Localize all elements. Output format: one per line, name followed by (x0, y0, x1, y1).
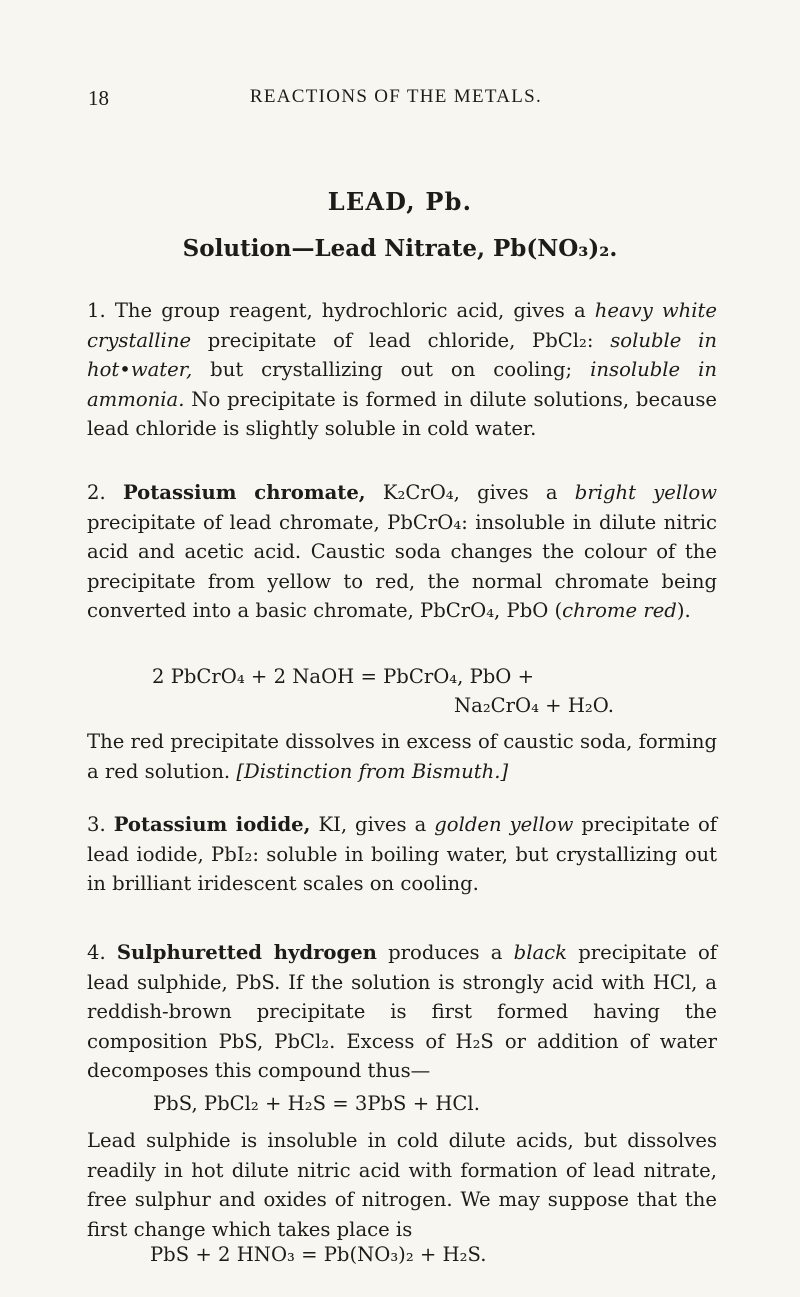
text-run: precipitate of lead chromate, PbCrO₄: insoluble in dilute nitric acid and acetic acid. Caustic soda changes the colour of the precipitate from yellow to red, the normal chromate being converted into a basic chromate, PbCrO₄, PbO ( (87, 510, 717, 622)
reaction-potassium-chromate (87, 478, 717, 626)
reagent-name: Potassium iodide, (113, 813, 311, 836)
emphasis: chrome red (562, 599, 677, 622)
section-subtitle: Solution—Lead Nitrate, Pb(NO₃)₂. (182, 235, 618, 262)
item-number: 2. (87, 481, 106, 504)
text-run: ). (676, 599, 691, 622)
emphasis: black (513, 941, 568, 964)
equation-sulphide: PbS, PbCl₂ + H₂S = 3PbS + HCl. (153, 1092, 480, 1115)
reagent-name: Potassium chromate, (122, 481, 366, 504)
chromate-note (87, 727, 717, 786)
emphasis: insoluble in ammonia. (87, 358, 717, 411)
sulphide-note: Lead sulphide is insoluble in cold dilute acids, but dissolves readily in hot dilute nitric acid with formation of lead nitrate, free sulphur and oxides of nitrogen. We may suppose that the first change which takes place is (87, 1129, 717, 1241)
reaction-potassium-iodide (87, 810, 717, 899)
emphasis: golden yellow (434, 813, 574, 836)
page-number: 18 (88, 86, 109, 110)
reaction-sulphuretted-hydrogen (87, 938, 717, 1086)
reaction-hydrochloric-acid (87, 296, 717, 444)
equation-nitric-acid: PbS + 2 HNO₃ = Pb(NO₃)₂ + H₂S. (150, 1243, 487, 1266)
section-title: LEAD, Pb. (327, 187, 473, 216)
text-run: precipitate of lead chloride, PbCl₂: (191, 328, 611, 352)
item-number: 3. (87, 813, 106, 836)
equation-chromate-line-1: 2 PbCrO₄ + 2 NaOH = PbCrO₄, PbO + (152, 665, 535, 688)
item-number: 4. (87, 941, 106, 964)
text-run: KI, gives a (310, 813, 435, 836)
text-run: but crystallizing out on cooling; (192, 358, 591, 381)
text-run: No precipitate is formed in dilute solutions, because lead chloride is slightly soluble in cold water. (87, 387, 717, 440)
reagent-name: The group reagent, hydrochloric acid, (114, 299, 505, 322)
emphasis: soluble in hot•water, (87, 328, 717, 381)
text-run: precipitate of lead iodide, PbI₂: soluble in boiling water, but crystallizing out in brilliant iridescent scales on cooling. (87, 813, 717, 895)
bismuth-distinction-note: [Distinction from Bismuth.] (236, 759, 509, 783)
reagent-name: Sulphuretted hydrogen (116, 941, 377, 964)
text-run: precipitate of lead sulphide, PbS. If the solution is strongly acid with HCl, a reddish-brown precipitate is first formed having the composition PbS, PbCl₂. Excess of H₂S or addition of water decomposes this compound thus— (87, 941, 718, 1082)
text-run: The red precipitate dissolves in excess of caustic soda, forming a red solution. (87, 730, 717, 783)
item-number: 1. (87, 299, 106, 322)
emphasis: heavy white crystalline (87, 299, 717, 352)
running-head: REACTIONS OF THE METALS. (249, 86, 543, 107)
emphasis: bright yellow (574, 481, 717, 504)
text-run: produces a (376, 941, 514, 964)
equation-chromate-line-2: Na₂CrO₄ + H₂O. (454, 694, 614, 717)
text-run: gives a (504, 299, 595, 322)
text-run: K₂CrO₄, gives a (365, 481, 575, 504)
